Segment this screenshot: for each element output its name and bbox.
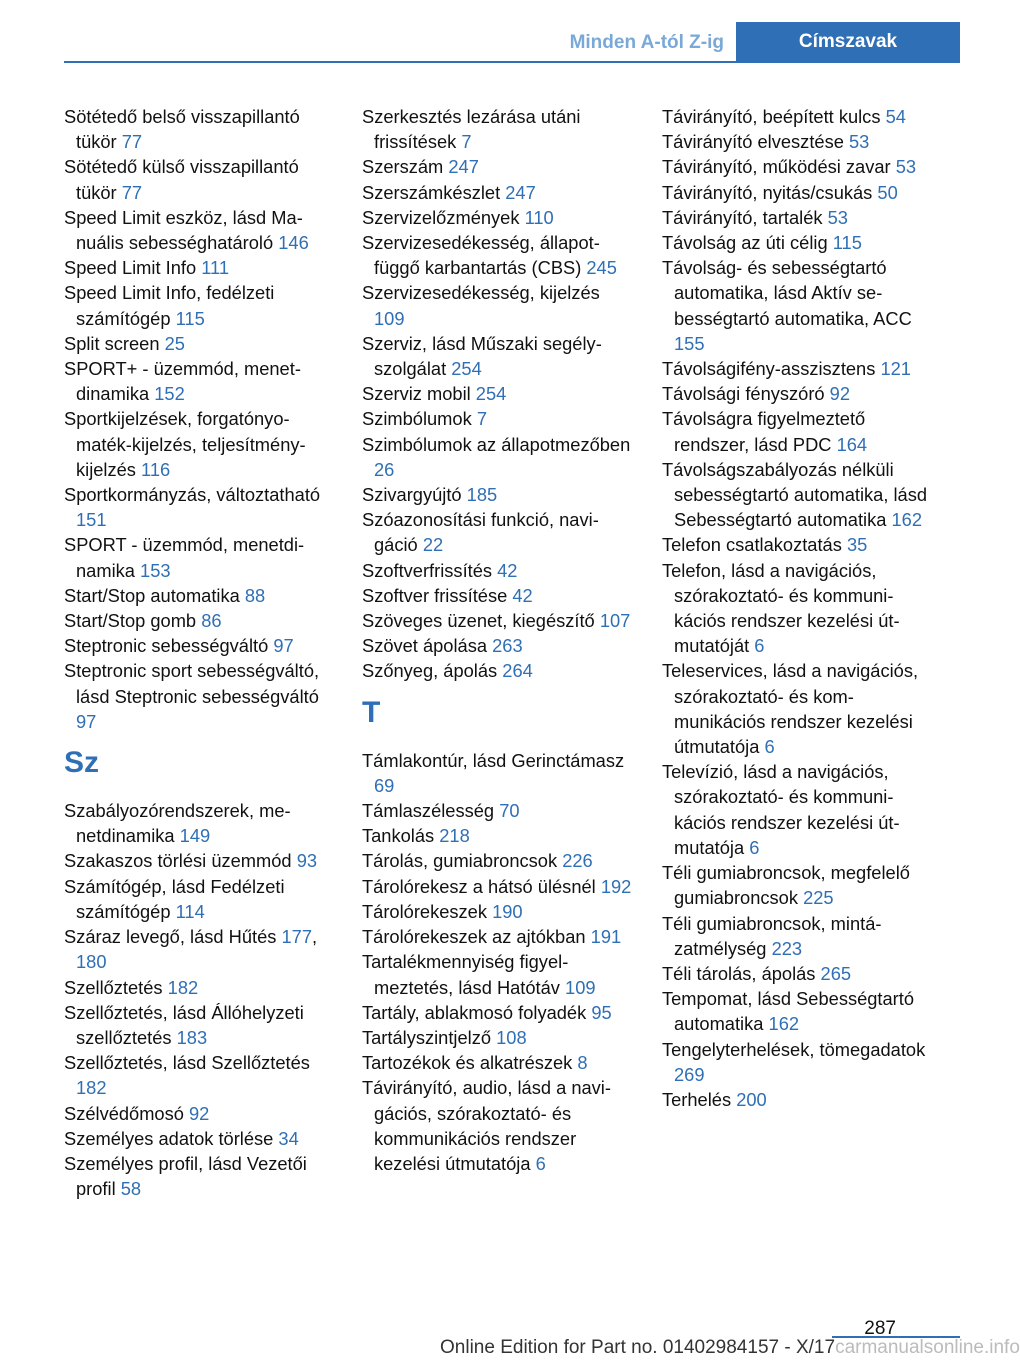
index-term: Távirányító, audio, lásd a navigációs, szórakoztató- és kommunikációs rendszer kezelési útmutatója [362, 1077, 611, 1174]
page-header [0, 0, 960, 62]
index-entry [362, 205, 634, 230]
index-entry [362, 583, 634, 608]
page-link[interactable]: 254 [475, 383, 507, 405]
index-entry [64, 356, 336, 406]
page-link[interactable]: 152 [154, 383, 185, 405]
index-entry [64, 1050, 336, 1100]
page-link[interactable]: 93 [296, 850, 318, 872]
page-link[interactable]: 247 [448, 156, 479, 178]
index-term: Teleservices, lásd a navigációs, szórakoztató- és kommunikációs rendszer kezelési útmutatója [662, 660, 919, 758]
index-entry [362, 949, 634, 999]
index-entry [362, 848, 634, 873]
index-term: Tárolórekeszek [362, 900, 487, 922]
page-link[interactable]: 182 [167, 976, 199, 998]
page-link[interactable]: 225 [803, 887, 834, 909]
page-link[interactable]: 34 [278, 1127, 299, 1149]
index-term: Szerkesztés lezárása utáni frissítések [362, 106, 581, 153]
page-link[interactable]: 92 [189, 1102, 210, 1124]
index-term: Távirányító, nyitás/csukás [662, 181, 873, 203]
page-link[interactable]: 109 [565, 976, 596, 998]
index-entry [64, 1101, 336, 1126]
index-term: Szoftver frissítése [362, 584, 508, 606]
header-rule [64, 61, 960, 63]
index-term: Számítógép, lásd Fedélzeti számítógép [64, 875, 285, 922]
page-link[interactable]: 88 [244, 584, 266, 606]
index-entry [64, 975, 336, 1000]
index-term: Telefon, lásd a navigációs, szórakoztató- és kommunikációs rendszer kezelési útmutatóját [662, 559, 900, 657]
page-link[interactable]: 153 [140, 559, 171, 581]
index-term: Tárolás, gumiabroncsok [362, 850, 558, 872]
page-link[interactable]: 185 [466, 484, 498, 506]
page-link[interactable]: 265 [820, 962, 852, 984]
index-entry [64, 633, 336, 658]
index-entry [64, 874, 336, 924]
index-list [64, 798, 336, 1201]
index-entry [662, 129, 930, 154]
index-entry [64, 798, 336, 848]
index-term: Száraz levegő, lásd Hűtés [64, 926, 277, 948]
index-entry [362, 608, 634, 633]
page-link[interactable]: 200 [736, 1088, 767, 1110]
index-term: Szervizesedékesség, kijelzés [362, 282, 600, 304]
index-term: Szellőztetés, lásd Szellőztetés [64, 1052, 310, 1074]
page-link[interactable]: 6 [535, 1152, 546, 1174]
index-term: Távirányító, beépített kulcs [662, 106, 881, 127]
index-term: Telefon csatlakoztatás [662, 534, 842, 556]
page-link[interactable]: 226 [562, 850, 593, 872]
index-term: Szivargyújtó [362, 484, 462, 506]
index-entry [362, 230, 634, 280]
index-term: Tartály, ablakmosó folyadék [362, 1001, 587, 1023]
page-link[interactable]: 95 [591, 1001, 612, 1023]
index-entry: Száraz levegő, lásd Hűtés 177, 180 [64, 926, 318, 973]
index-term: Szövet ápolása [362, 635, 488, 657]
index-entry [64, 280, 336, 330]
index-term: Tárolórekesz a hátsó ülésnél [362, 875, 596, 897]
index-entry [662, 205, 930, 230]
page-link[interactable]: 269 [674, 1063, 705, 1085]
index-entry [64, 1126, 336, 1151]
watermark-text: carmanualsonline.info [835, 1337, 1020, 1358]
index-entry [64, 406, 336, 482]
index-term: Split screen [64, 332, 160, 354]
index-entry [362, 874, 634, 899]
page-link[interactable]: 6 [764, 736, 775, 758]
index-entry [362, 507, 634, 557]
index-term: Szakaszos törlési üzemmód [64, 850, 292, 872]
index-term: Távirányító elvesztése [662, 131, 844, 153]
page-link[interactable]: 8 [577, 1052, 588, 1074]
index-entry [662, 406, 930, 456]
page-link[interactable]: 115 [175, 307, 205, 329]
page-link[interactable]: 86 [201, 610, 222, 632]
page-link[interactable]: 162 [768, 1013, 800, 1035]
page-link[interactable]: 177 [281, 926, 312, 948]
index-entry [662, 759, 930, 860]
page-link[interactable]: 247 [505, 181, 536, 203]
page-link[interactable]: 121 [880, 358, 911, 380]
page-link[interactable]: 77 [121, 131, 143, 153]
index-term: Szimbólumok [362, 408, 472, 430]
index-term: Távolsági fényszóró [662, 383, 825, 405]
index-term: Steptronic sport sebességváltó, lásd Steptronic sebességváltó [64, 660, 320, 707]
page-link[interactable]: 254 [451, 358, 482, 380]
page-link[interactable]: 92 [829, 383, 851, 405]
page-link[interactable]: 108 [496, 1026, 527, 1048]
index-term: Téli gumiabroncsok, megfelelő gumiabroncsok [662, 862, 910, 909]
page-link[interactable]: 110 [524, 206, 554, 228]
index-term: Szabályozórendszerek, menetdinamika [64, 800, 291, 847]
index-term: Terhelés [662, 1088, 732, 1110]
index-entry [662, 558, 930, 659]
index-list [662, 104, 930, 1112]
index-term: Távolságifény-asszisztens [662, 358, 876, 380]
page-link[interactable]: 53 [827, 206, 848, 228]
index-entry [64, 1151, 336, 1201]
page-link[interactable]: 35 [846, 534, 868, 556]
page-link[interactable]: 109 [374, 307, 405, 329]
index-entry [662, 154, 930, 179]
index-list [362, 748, 634, 1176]
index-term: Szerszám [362, 156, 444, 178]
page-link[interactable]: 146 [278, 232, 309, 254]
page-link[interactable]: 223 [771, 937, 803, 959]
index-term: Start/Stop automatika [64, 584, 240, 606]
page-link[interactable]: 25 [164, 332, 185, 354]
index-entry [662, 658, 930, 759]
page-link[interactable]: 183 [176, 1026, 208, 1048]
index-term: Sportkormányzás, változtatható [64, 484, 321, 506]
page-link[interactable]: 164 [836, 433, 868, 455]
page-link[interactable]: 116 [141, 458, 171, 480]
index-term: Tengelyterhelések, tömegadatok [662, 1038, 926, 1060]
index-column-3 [662, 104, 930, 1112]
page-link[interactable]: 50 [877, 181, 898, 203]
index-term: Személyes profil, lásd Vezetői profil [64, 1152, 307, 1200]
index-term: Szélvédőmosó [64, 1102, 184, 1124]
index-entry [362, 381, 634, 406]
index-entry [64, 104, 336, 154]
page-link[interactable]: 180 [76, 951, 107, 973]
index-term: Távirányító, működési zavar [662, 156, 891, 178]
index-term: Szerviz mobil [362, 383, 471, 405]
page-link[interactable]: 53 [895, 156, 917, 178]
page-link[interactable]: 182 [76, 1077, 107, 1099]
index-entry [362, 558, 634, 583]
page-link[interactable]: 97 [273, 635, 294, 657]
page-link[interactable]: 155 [674, 332, 705, 354]
page-link[interactable]: 54 [885, 106, 906, 127]
index-term: Szellőztetés, lásd Állóhelyzeti szellőztetés [64, 1001, 304, 1048]
page-link[interactable]: 22 [422, 534, 444, 556]
index-entry [64, 583, 336, 608]
index-term: Szerviz, lásd Műszaki segélyszolgálat [362, 332, 602, 380]
page-link[interactable]: 6 [754, 635, 765, 657]
index-entry [662, 1087, 930, 1112]
header-section-title: Minden A-tól Z-ig [569, 32, 724, 53]
index-entry [64, 848, 336, 873]
index-entry [362, 1050, 634, 1075]
index-term: SPORT+ - üzemmód, menetdinamika [64, 358, 301, 405]
index-entry [362, 658, 634, 683]
page-link[interactable]: 7 [461, 131, 472, 153]
page-link[interactable]: 6 [749, 836, 760, 858]
page-link[interactable]: 42 [512, 584, 533, 606]
index-entry [662, 532, 930, 557]
index-entry [362, 432, 634, 482]
index-entry [662, 961, 930, 986]
page-link[interactable]: 192 [600, 875, 632, 897]
page-link[interactable]: 149 [179, 825, 211, 847]
page-link[interactable]: 111 [201, 257, 230, 279]
index-term: SPORT - üzemmód, menetdinamika [64, 534, 305, 581]
index-term: Speed Limit Info [64, 257, 197, 279]
index-column-1 [64, 104, 336, 1201]
index-term: Televízió, lásd a navigációs, szórakoztató- és kommunikációs rendszer kezelési útmutatója [662, 761, 900, 858]
index-entry [662, 104, 930, 129]
index-entry [64, 331, 336, 356]
index-entry [64, 255, 336, 280]
index-entry [662, 381, 930, 406]
edition-footer [440, 1337, 1020, 1359]
index-term: Sportkijelzések, forgatónyomaték-kijelzés, teljesítmény-kijelzés [64, 408, 306, 480]
index-term: Tankolás [362, 825, 435, 847]
index-entry [362, 331, 634, 381]
index-entry [362, 1000, 634, 1025]
page-link[interactable]: 58 [120, 1178, 142, 1200]
index-entry [662, 860, 930, 910]
index-entry [362, 104, 634, 154]
index-term: Speed Limit Info, fedélzeti számítógép [64, 282, 275, 329]
page-link[interactable]: 162 [891, 509, 923, 531]
page-link[interactable]: 69 [374, 774, 395, 796]
index-term: Start/Stop gomb [64, 610, 197, 632]
index-term: Steptronic sebességváltó [64, 635, 269, 657]
index-entry [362, 482, 634, 507]
page-link[interactable]: 97 [76, 710, 97, 732]
index-term: Szervizelőzmények [362, 206, 520, 228]
index-entry [662, 356, 930, 381]
index-entry [362, 180, 634, 205]
index-term: Távirányító, tartalék [662, 206, 823, 228]
index-term: Tartozékok és alkatrészek [362, 1052, 573, 1074]
index-entry [362, 1025, 634, 1050]
index-entry [362, 280, 634, 330]
index-term: Távolságra figyelmeztető rendszer, lásd PDC [662, 408, 866, 455]
index-term: Támlakontúr, lásd Gerinctámasz [362, 749, 625, 771]
index-term: Sötétedő belső visszapillantó tükör [64, 106, 300, 153]
index-entry [362, 748, 634, 798]
index-term: Tárolórekeszek az ajtókban [362, 926, 586, 948]
index-term: Távolság- és sebességtartó automatika, lásd Aktív sebességtartó automatika, ACC [662, 257, 912, 329]
index-entry [662, 911, 930, 961]
index-entry [64, 205, 336, 255]
index-entry [64, 658, 336, 734]
index-term: Személyes adatok törlése [64, 1127, 274, 1149]
index-entry [662, 230, 930, 255]
index-term: Szoftverfrissítés [362, 559, 493, 581]
index-entry [662, 180, 930, 205]
index-term: Szellőztetés [64, 976, 163, 998]
index-term: Támlaszélesség [362, 800, 495, 822]
index-entry [362, 798, 634, 823]
page-link[interactable]: 70 [499, 800, 520, 822]
page-link[interactable]: 218 [439, 825, 470, 847]
index-entry [362, 924, 634, 949]
index-term: Szöveges üzenet, kiegészítő [362, 610, 595, 632]
page-link[interactable]: 151 [76, 509, 107, 531]
index-entry [362, 1075, 634, 1176]
index-entry [662, 457, 930, 533]
index-term: Téli tárolás, ápolás [662, 962, 816, 984]
index-term: Speed Limit eszköz, lásd Manuális sebességhatároló [64, 206, 303, 254]
index-entry [64, 532, 336, 582]
page-link[interactable]: 114 [175, 900, 205, 922]
edition-text: Online Edition for Part no. 01402984157 - X/17 [440, 1337, 836, 1358]
index-list [362, 104, 634, 684]
page-link[interactable]: 245 [586, 257, 617, 279]
header-tab: Címszavak [736, 22, 960, 62]
index-term: Sötétedő külső visszapillantó tükör [64, 156, 299, 203]
index-term: Tempomat, lásd Sebességtartó automatika [662, 988, 915, 1035]
index-entry [362, 899, 634, 924]
index-entry [64, 482, 336, 532]
index-entry [362, 154, 634, 179]
page-link[interactable]: 53 [848, 131, 870, 153]
index-term: Szimbólumok az állapotmezőben [362, 433, 631, 455]
index-entry [64, 154, 336, 204]
page-link[interactable]: 77 [121, 181, 143, 203]
index-entry [64, 1000, 336, 1050]
section-letter-t: T [362, 695, 381, 729]
page-number: 287 [864, 1318, 896, 1339]
index-term: Szőnyeg, ápolás [362, 660, 498, 682]
page-link[interactable]: 263 [492, 635, 523, 657]
index-term: Szóazonosítási funkció, navigáció [362, 509, 599, 556]
index-entry [362, 823, 634, 848]
page-link[interactable]: 190 [492, 900, 523, 922]
index-entry [362, 406, 634, 431]
page-link[interactable]: 7 [476, 408, 487, 430]
page-link[interactable]: 107 [599, 610, 631, 632]
page-link[interactable]: 191 [590, 926, 622, 948]
index-term: Téli gumiabroncsok, mintázatmélység [662, 912, 882, 959]
index-column-2 [362, 104, 634, 1176]
index-term: Távolságszabályozás nélküli sebességtartó automatika, lásd Sebességtartó automatika [662, 458, 928, 531]
index-term: Szerszámkészlet [362, 181, 501, 203]
index-entry [662, 986, 930, 1036]
index-term: Tartályszintjelző [362, 1026, 492, 1048]
index-entry [662, 1037, 930, 1087]
index-entry [362, 633, 634, 658]
index-list [64, 104, 336, 734]
page-link[interactable]: 264 [502, 660, 533, 682]
page-link[interactable]: 115 [832, 232, 862, 254]
page-link[interactable]: 26 [374, 458, 395, 480]
index-term: Tartalékmennyiség figyelmeztetés, lásd Hatótáv [362, 951, 569, 998]
index-entry [64, 608, 336, 633]
index-term: Távolság az úti célig [662, 232, 828, 254]
index-entry [662, 255, 930, 356]
index-term: Szervizesedékesség, állapotfüggő karbantartás (CBS) [362, 232, 600, 279]
page-link[interactable]: 42 [497, 559, 518, 581]
section-letter-sz: Sz [64, 746, 100, 780]
